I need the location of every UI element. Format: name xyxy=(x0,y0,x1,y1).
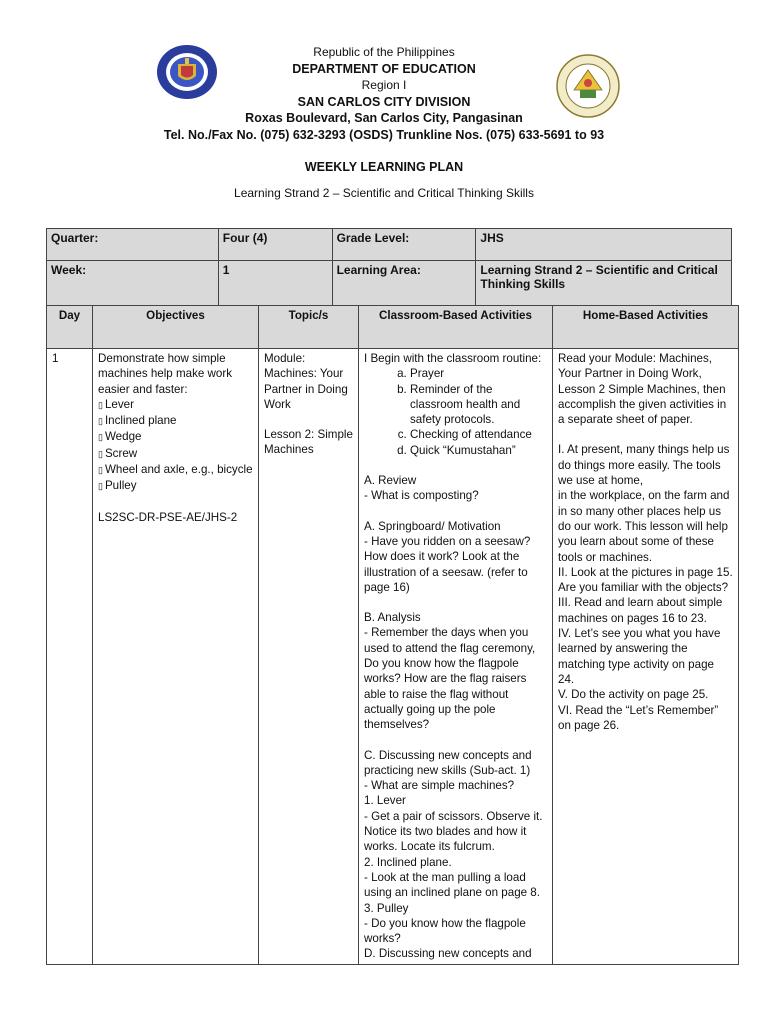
springboard-text: - Have you ridden on a seesaw? How does it work? Look at the illustration of a seesaw. (refer to page 16) xyxy=(364,534,531,594)
learning-area-label: Learning Area: xyxy=(332,261,476,306)
objectives-cell xyxy=(93,349,259,965)
quarter-value: Four (4) xyxy=(218,229,332,261)
competency-code: LS2SC-DR-PSE-AE/JHS-2 xyxy=(98,510,238,524)
info-row-quarter xyxy=(47,229,732,261)
home-intro: Read your Module: Machines, Your Partner in Doing Work, Lesson 2 Simple Machines, then accomplish the given activities in a separate sheet of paper. xyxy=(558,352,727,427)
week-value: 1 xyxy=(218,261,332,306)
objectives-intro: Demonstrate how simple machines help make work easier and faster: xyxy=(98,352,233,396)
review-title: A. Review xyxy=(364,474,417,488)
home-activity-list: I. At present, many things help us do things more easily. The tools we use at home, in the workplace, on the farm and in so many other places help us do our work. This lesson will help you learn about some of these tools or machines. II. Look at the pictures in page 15. Are you familiar with the objects? III. Read and learn about simple machines on pages 16 to 23. IV. Let’s see you what you have learned by answering the matching type activity on page 24. V. Do the activity on page 25. VI. Read the “Let’s Remember” on page 26. xyxy=(558,443,733,732)
col-header-topics: Topic/s xyxy=(259,306,359,349)
list-item: c. Checking of attendance xyxy=(410,427,547,442)
list-item: b. Reminder of the classroom health and safety protocols. xyxy=(410,382,547,428)
letterhead xyxy=(163,44,605,143)
plan-info-table xyxy=(46,228,732,306)
table-header-row xyxy=(47,306,739,349)
col-header-home: Home-Based Activities xyxy=(553,306,739,349)
discussion-text: C. Discussing new concepts and practicing new skills (Sub-act. 1) - What are simple machines? 1. Lever - Get a pair of scissors. Observe it. Notice its two blades and how it works. Locate its fulcrum. 2. Inclined plane. - Look at the man pulling a load using an inclined plane on page 8. 3. Pulley - Do you know how the flagpole works? D. Discussing new concepts and xyxy=(364,748,543,961)
analysis-title: B. Analysis xyxy=(364,611,421,625)
info-row-week xyxy=(47,261,732,306)
classroom-intro: I Begin with the classroom routine: xyxy=(364,352,542,365)
objective-item: ▯ Wheel and axle, e.g., bicycle xyxy=(98,462,253,478)
address-line: Roxas Boulevard, San Carlos City, Pangasinan xyxy=(245,111,523,125)
topics-cell xyxy=(259,349,359,965)
list-item: a. Prayer xyxy=(410,366,547,381)
page-title: WEEKLY LEARNING PLAN xyxy=(304,160,464,174)
classroom-activities-cell xyxy=(359,349,553,965)
telephone-line: Tel. No./Fax No. (075) 632-3293 (OSDS) Trunkline Nos. (075) 633-5691 to 93 xyxy=(163,127,605,142)
week-label: Week: xyxy=(47,261,219,306)
springboard-title: A. Springboard/ Motivation xyxy=(364,519,501,533)
republic-line: Republic of the Philippines xyxy=(313,45,455,59)
division-name: SAN CARLOS CITY DIVISION xyxy=(297,94,471,109)
weekly-plan-table xyxy=(46,305,739,965)
table-row xyxy=(47,349,739,965)
objective-item: ▯ Lever xyxy=(98,397,253,413)
page-subtitle: Learning Strand 2 – Scientific and Critical Thinking Skills xyxy=(234,186,534,200)
learning-area-value: Learning Strand 2 – Scientific and Critical Thinking Skills xyxy=(476,261,732,306)
col-header-objectives: Objectives xyxy=(93,306,259,349)
objective-item: ▯ Inclined plane xyxy=(98,413,253,429)
list-item: d. Quick “Kumustahan” xyxy=(410,443,547,458)
routine-list xyxy=(364,366,547,458)
objective-item: ▯ Wedge xyxy=(98,429,253,445)
grade-value: JHS xyxy=(476,229,732,261)
department-name: DEPARTMENT OF EDUCATION xyxy=(292,61,476,76)
region-line: Region I xyxy=(361,78,407,92)
analysis-text: - Remember the days when you used to attend the flag ceremony, Do you know how the flagpole works? How are the flag raisers able to raise the flag without actually going up the pole themselves? xyxy=(364,626,536,732)
topic-module: Module: Machines: Your Partner in Doing Work xyxy=(264,352,348,411)
col-header-day: Day xyxy=(47,306,93,349)
objective-item: ▯ Screw xyxy=(98,446,253,462)
review-question: - What is composting? xyxy=(364,489,479,503)
col-header-classroom: Classroom-Based Activities xyxy=(359,306,553,349)
grade-label: Grade Level: xyxy=(332,229,476,261)
topic-lesson: Lesson 2: Simple Machines xyxy=(264,428,353,457)
objective-item: ▯ Pulley xyxy=(98,478,253,494)
quarter-label: Quarter: xyxy=(47,229,219,261)
home-activities-cell xyxy=(553,349,739,965)
day-cell: 1 xyxy=(47,349,93,965)
